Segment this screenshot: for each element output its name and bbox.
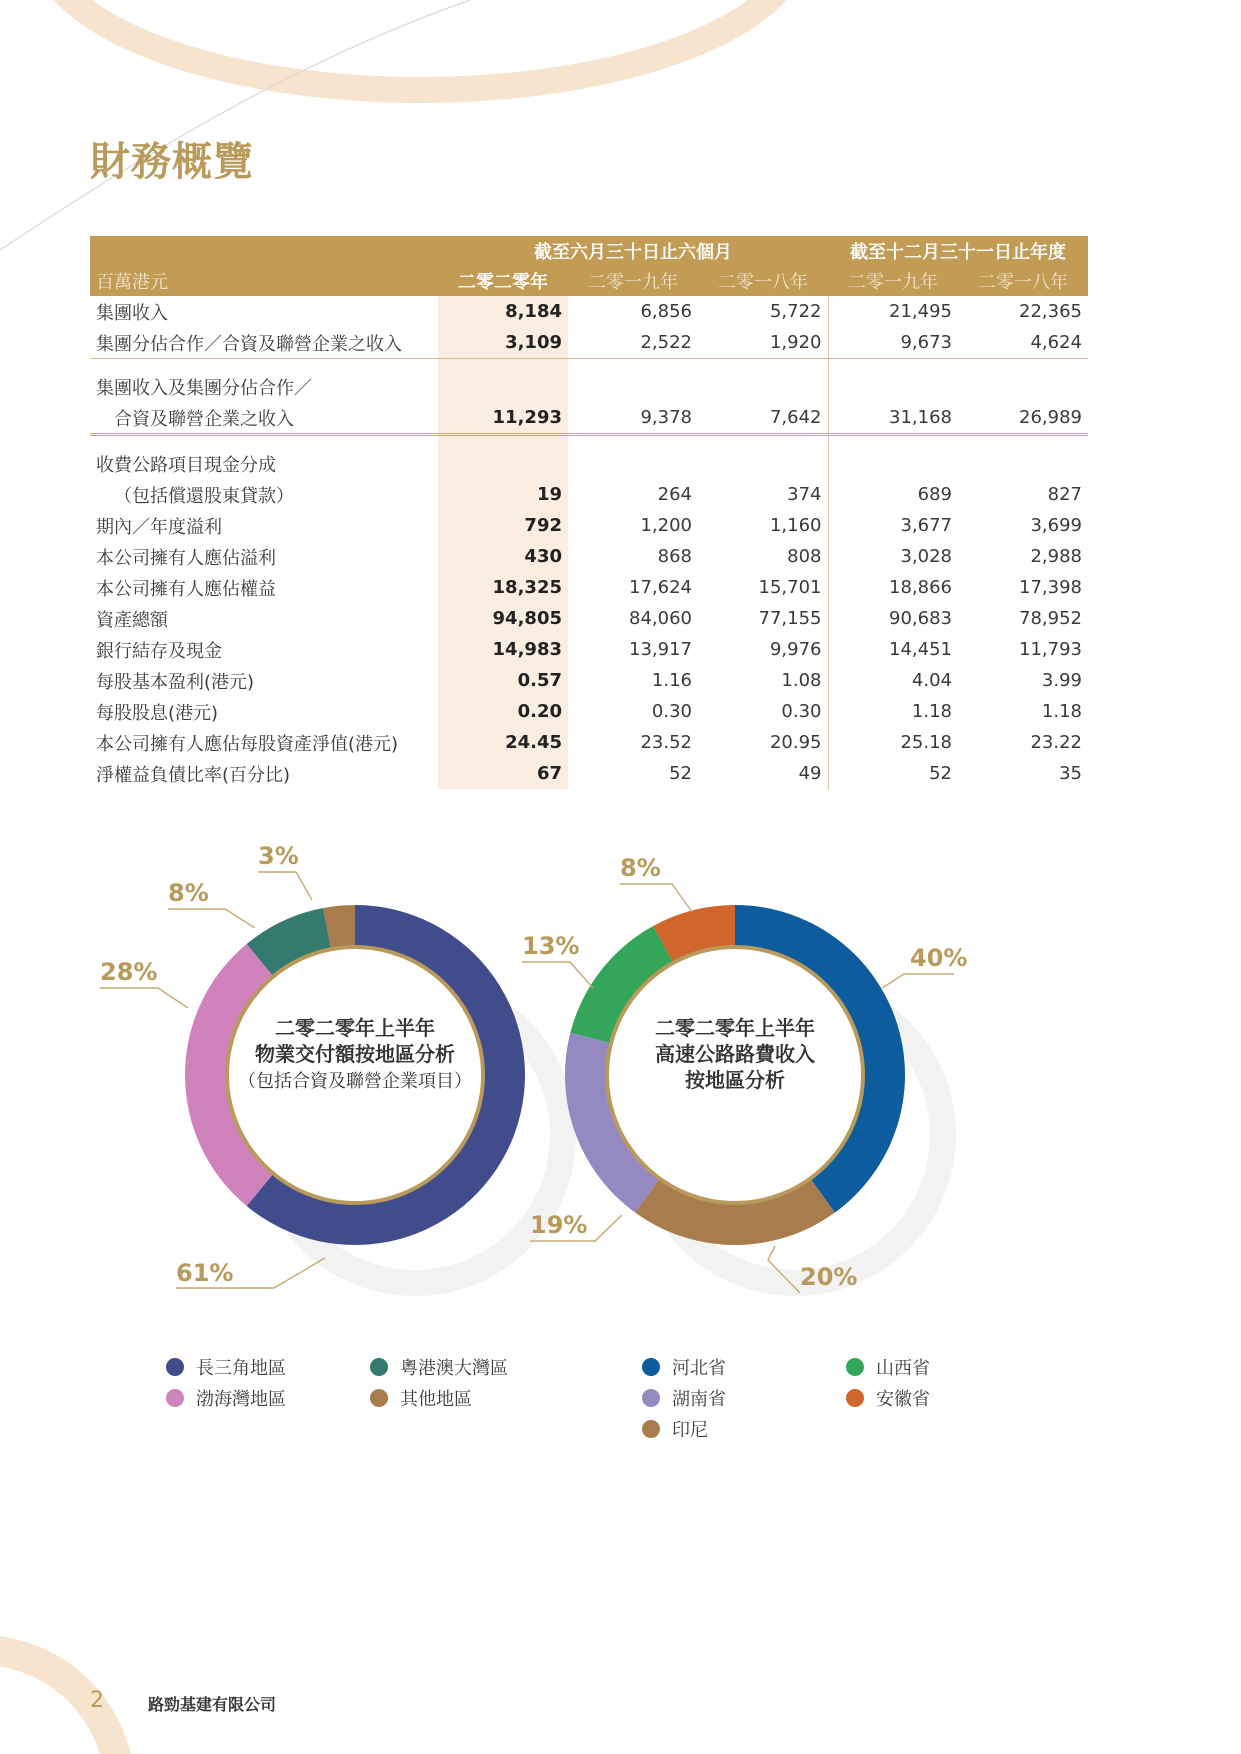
table-spacer-row [90,359,1088,372]
row-label: 每股股息(港元) [96,702,219,724]
table-cell: 31,168 [828,402,958,435]
table-cell [698,448,828,479]
table-spacer-cell [828,359,958,372]
chart-title-line: 物業交付額按地區分析 [255,1042,455,1066]
table-spacer-cell [958,359,1088,372]
table-cell: 19 [438,479,568,510]
legend-item [166,1385,286,1411]
table-cell: 9,976 [698,634,828,665]
table-cell: 25.18 [900,732,952,753]
charts-area [0,820,1241,1440]
table-cell: 94,805 [438,603,568,634]
table-cell: 21,495 [889,301,952,322]
toll-revenue-donut-chart [522,820,1120,1340]
table-cell [828,371,958,402]
table-cell [438,448,568,479]
legend-item [370,1354,508,1380]
legend-right [642,1354,1042,1444]
table-cell: 430 [438,541,568,572]
table-column-header-row [90,266,1088,296]
group-header-half-year: 截至六月三十日止六個月 [438,236,828,266]
property-delivery-donut-chart [80,820,640,1340]
legend-swatch [166,1389,184,1407]
table-cell: 1.18 [911,701,952,722]
table-row [90,327,1088,359]
chart-data-label: 8% [620,854,661,882]
column-header: 二零一八年 [698,266,828,296]
table-cell: 49 [698,758,828,789]
table-cell: 3,109 [438,327,568,359]
page-title: 財務概覽 [90,139,254,185]
table-cell: 1.08 [698,665,828,696]
legend-label: 粵港澳大灣區 [400,1358,508,1379]
table-cell: 9,378 [568,402,698,435]
table-cell: 20.95 [698,727,828,758]
chart-leader-line [168,909,255,928]
row-label: 本公司擁有人應佔權益 [96,578,276,600]
chart-leader-line [882,974,954,988]
chart-title-line: 二零二零年上半年 [275,1016,435,1040]
table-cell: 2,988 [1030,546,1082,567]
table-cell: 84,060 [629,608,692,629]
legend-item [166,1354,286,1380]
row-label: 淨權益負債比率(百分比) [96,764,291,786]
chart-leader-line [100,988,188,1008]
column-header: 二零一八年 [958,266,1088,296]
table-cell: 4,624 [958,327,1088,359]
table-cell: 1,920 [698,327,828,359]
table-cell: 13,917 [629,639,692,660]
row-label: 集團收入 [96,302,168,324]
legend-label: 湖南省 [672,1389,726,1410]
table-cell: 1.16 [651,670,692,691]
row-label: 本公司擁有人應佔每股資產淨值(港元) [96,733,399,755]
chart-title-line: （包括合資及聯營企業項目） [238,1071,472,1092]
legend-label: 其他地區 [400,1389,472,1410]
table-cell: 868 [657,546,692,567]
table-cell: 0.20 [438,696,568,727]
table-cell: 3,028 [900,546,952,567]
table-spacer-cell [568,359,698,372]
table-spacer-cell [828,435,958,449]
chart-data-label: 20% [800,1263,858,1291]
table-row [90,510,1088,541]
legend-swatch [642,1358,660,1376]
table-cell: 78,952 [1019,608,1082,629]
table-cell: 17,398 [1019,577,1082,598]
chart-data-label: 3% [258,842,299,870]
chart-title-line: 二零二零年上半年 [655,1016,815,1040]
group-header-full-year: 截至十二月三十一日止年度 [828,236,1088,266]
row-label: 本公司擁有人應佔溢利 [96,547,276,569]
table-spacer-cell [958,435,1088,449]
table-cell: 26,989 [958,402,1088,435]
table-cell: 8,184 [438,296,568,327]
table-body [90,296,1088,789]
table-row [90,296,1088,327]
table-cell [438,371,568,402]
row-label: 資產總額 [96,609,168,631]
chart-data-label: 13% [522,932,580,960]
chart-data-label: 40% [910,944,968,972]
table-row [90,665,1088,696]
table-cell: 35 [1059,763,1082,784]
table-cell: 5,722 [698,296,828,327]
table-row [90,448,1088,479]
chart-leader-line [258,872,312,900]
table-row [90,402,1088,435]
table-row [90,758,1088,789]
table-spacer-cell [698,359,828,372]
row-label: 收費公路項目現金分成 [96,454,276,476]
table-row [90,727,1088,758]
table-cell: 17,624 [629,577,692,598]
table-cell [568,371,698,402]
table-row [90,603,1088,634]
legend-label: 渤海灣地區 [196,1389,286,1410]
table-cell: 792 [438,510,568,541]
table-spacer-cell [438,435,568,449]
table-spacer-row [90,435,1088,449]
table-cell: 374 [698,479,828,510]
legend-swatch [166,1358,184,1376]
chart-title-line: 高速公路路費收入 [655,1042,815,1066]
legend-label: 長三角地區 [196,1358,286,1379]
table-cell: 0.30 [651,701,692,722]
table-cell: 14,983 [438,634,568,665]
table-spacer-cell [568,435,698,449]
chart-title-line: 按地區分析 [685,1068,785,1092]
legend-item [642,1385,726,1411]
table-cell: 7,642 [698,402,828,435]
table-cell: 6,856 [640,301,692,322]
unit-label: 百萬港元 [90,266,438,296]
table-cell: 52 [669,763,692,784]
table-cell: 689 [917,484,952,505]
table-cell: 0.30 [698,696,828,727]
table-cell: 264 [657,484,692,505]
chart-leader-line [620,884,692,912]
table-row [90,572,1088,603]
row-label: 每股基本盈利(港元) [96,671,255,693]
legend-item [642,1354,726,1380]
table-cell: 14,451 [889,639,952,660]
table-cell: 808 [698,541,828,572]
table-cell: 827 [1047,484,1082,505]
legend-label: 安徽省 [876,1389,930,1410]
row-label: 合資及聯營企業之收入 [90,402,438,435]
legend-swatch [370,1358,388,1376]
legend-swatch [642,1389,660,1407]
table-row [90,696,1088,727]
table-cell: 3,699 [1030,515,1082,536]
table-cell: 52 [929,763,952,784]
table-cell: 9,673 [828,327,958,359]
table-cell: 0.57 [438,665,568,696]
legend-swatch [846,1389,864,1407]
table-cell: 1,200 [640,515,692,536]
legend-swatch [642,1420,660,1438]
table-spacer-cell [90,435,438,449]
row-label: （包括償還股東貸款） [114,485,294,507]
table-cell: 22,365 [1019,301,1082,322]
table-cell: 11,293 [438,402,568,435]
table-row [90,634,1088,665]
table-spacer-cell [90,359,438,372]
table-cell: 2,522 [568,327,698,359]
table-row [90,371,1088,402]
table-cell: 4.04 [911,670,952,691]
table-cell [568,448,698,479]
table-cell: 3.99 [1041,670,1082,691]
table-cell: 67 [438,758,568,789]
table-cell: 90,683 [889,608,952,629]
table-cell: 15,701 [698,572,828,603]
chart-data-label: 61% [176,1259,234,1287]
row-label: 集團收入及集團分佔合作／ [96,377,312,399]
table-cell: 18,325 [438,572,568,603]
table-cell: 23.22 [1030,732,1082,753]
table-row [90,479,1088,510]
page-number: 2 [90,1688,104,1713]
legend-item [846,1354,930,1380]
table-cell: 23.52 [640,732,692,753]
chart-data-label: 8% [168,879,209,907]
legend-label: 印尼 [672,1420,708,1441]
chart-data-label: 19% [530,1211,588,1239]
legend-swatch [846,1358,864,1376]
legend-item [370,1385,472,1411]
row-label: 集團分佔合作／合資及聯營企業之收入 [90,327,438,359]
row-label: 銀行結存及現金 [96,640,222,662]
legend-item [642,1416,708,1442]
company-name: 路勁基建有限公司 [148,1695,277,1714]
table-cell [828,448,958,479]
column-header: 二零一九年 [568,266,698,296]
row-label: 期內／年度溢利 [96,516,222,538]
column-header: 二零一九年 [828,266,958,296]
table-spacer-cell [698,435,828,449]
legend-item [846,1385,930,1411]
table-cell [958,448,1088,479]
table-cell [698,371,828,402]
table-cell: 1,160 [698,510,828,541]
table-group-header-row [90,236,1088,266]
table-cell: 18,866 [889,577,952,598]
table-cell [958,371,1088,402]
financial-summary-table [90,236,1088,789]
table-cell: 77,155 [698,603,828,634]
table-spacer-cell [438,359,568,372]
legend-left [166,1354,566,1444]
legend-label: 河北省 [672,1358,726,1379]
table-cell: 24.45 [438,727,568,758]
chart-data-label: 28% [100,958,158,986]
legend-label: 山西省 [876,1358,930,1379]
legend-swatch [370,1389,388,1407]
table-row [90,541,1088,572]
table-cell: 1.18 [1041,701,1082,722]
column-header: 二零二零年 [438,266,568,296]
table-cell: 11,793 [1019,639,1082,660]
table-cell: 3,677 [900,515,952,536]
